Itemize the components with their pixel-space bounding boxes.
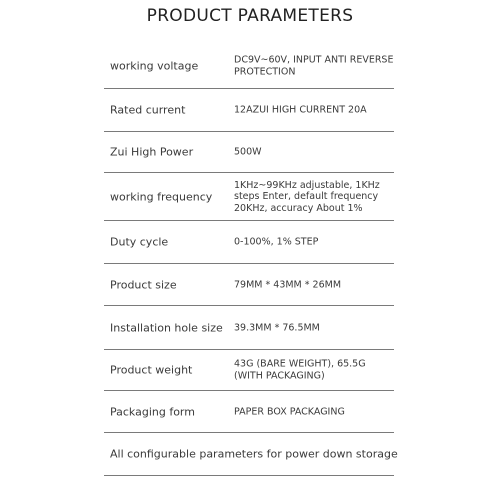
row-label: Installation hole size bbox=[110, 321, 223, 334]
row-value: 1KHz~99KHz adjustable, 1KHz steps Enter, default frequency 20KHz, accuracy About 1% bbox=[234, 179, 380, 214]
row-label: working frequency bbox=[110, 190, 213, 203]
row-label: working voltage bbox=[110, 59, 199, 73]
page-title: PRODUCT PARAMETERS bbox=[146, 6, 354, 26]
table-row bbox=[104, 306, 394, 350]
footer-note: All configurable parameters for power down storage bbox=[110, 447, 398, 461]
table-row bbox=[104, 132, 394, 173]
row-label: Zui High Power bbox=[110, 145, 194, 159]
table-row bbox=[104, 44, 394, 89]
table-row bbox=[104, 89, 394, 132]
row-value: 79MM * 43MM * 26MM bbox=[234, 278, 342, 290]
table-row bbox=[104, 264, 394, 306]
row-value: 12AZUI HIGH CURRENT 20A bbox=[234, 104, 367, 116]
row-value: 39.3MM * 76.5MM bbox=[234, 321, 320, 333]
row-label: Duty cycle bbox=[110, 235, 169, 249]
row-value: PAPER BOX PACKAGING bbox=[234, 405, 345, 417]
row-value: 43G (BARE WEIGHT), 65.5G (WITH PACKAGING) bbox=[234, 358, 366, 381]
table-row bbox=[104, 350, 394, 391]
row-value: 0-100%, 1% STEP bbox=[234, 236, 319, 248]
table-row bbox=[104, 173, 394, 221]
row-label: Rated current bbox=[110, 103, 186, 117]
parameters-table bbox=[104, 44, 398, 476]
row-label: Packaging form bbox=[110, 405, 195, 418]
table-row bbox=[104, 221, 394, 264]
table-row bbox=[104, 391, 394, 433]
footer-row bbox=[104, 433, 398, 476]
row-value: 500W bbox=[234, 146, 262, 158]
row-value: DC9V~60V, INPUT ANTI REVERSE PROTECTION bbox=[234, 54, 394, 77]
row-label: Product weight bbox=[110, 363, 193, 377]
row-label: Product size bbox=[110, 278, 177, 291]
